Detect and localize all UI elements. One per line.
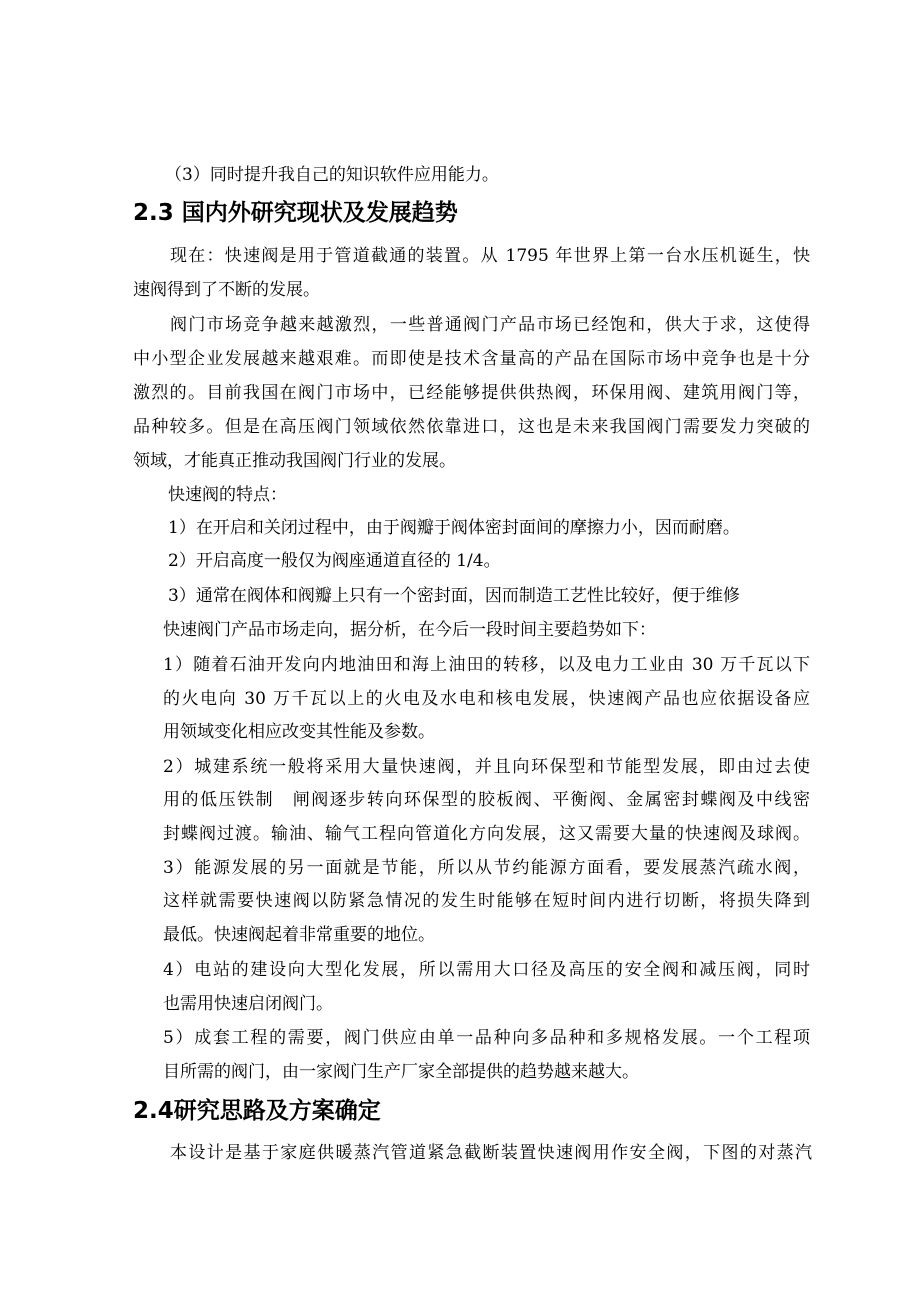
paragraph-line: 速阀得到了不断的发展。 xyxy=(133,280,320,300)
feature-item: 3）通常在阀体和阀瓣上只有一个密封面，因而制造工艺性比较好，便于维修 xyxy=(168,586,740,606)
paragraph-line: 本设计是基于家庭供暖蒸汽管道紧急截断装置快速阀用作安全阀，下图的对蒸汽 xyxy=(170,1143,812,1163)
trend-item-line: 3）能源发展的另一面就是节能，所以从节约能源方面看，要发展蒸汽疏水阀， xyxy=(163,858,810,878)
features-title: 快速阀的特点： xyxy=(168,485,287,505)
list-item-3: （3）同时提升我自己的知识软件应用能力。 xyxy=(165,165,499,185)
paragraph-line: 现在：快速阀是用于管道截通的装置。从 1795 年世界上第一台水压机诞生，快 xyxy=(170,246,810,266)
trend-item-line: 1）随着石油开发向内地油田和海上油田的转移，以及电力工业由 30 万千瓦以下 xyxy=(163,655,810,675)
paragraph-line: 激烈的。目前我国在阀门市场中，已经能够提供供热阀，环保用阀、建筑用阀门等， xyxy=(133,383,810,403)
paragraph-line: 中小型企业发展越来越艰难。而即使是技术含量高的产品在国际市场中竞争也是十分 xyxy=(133,349,810,369)
trend-item-line: 4）电站的建设向大型化发展，所以需用大口径及高压的安全阀和减压阀，同时 xyxy=(163,960,810,980)
paragraph-line: 阀门市场竞争越来越激烈，一些普通阀门产品市场已经饱和，供大于求，这使得 xyxy=(170,315,810,335)
trend-item-line: 这样就需要快速阀以防紧急情况的发生时能够在短时间内进行切断，将损失降到 xyxy=(163,891,810,911)
trend-item-line: 封蝶阀过渡。输油、输气工程向管道化方向发展，这又需要大量的快速阀及球阀。 xyxy=(163,824,810,844)
trend-item-line: 2）城建系统一般将采用大量快速阀，并且向环保型和节能型发展，即由过去使 xyxy=(163,757,810,777)
trend-item-line: 用领域变化相应改变其性能及参数。 xyxy=(163,722,435,742)
trend-item-line: 也需用快速启闭阀门。 xyxy=(163,994,333,1014)
section-heading-2-4: 2.4研究思路及方案确定 xyxy=(133,1098,381,1124)
trend-item-line: 用的低压铁制 闸阀逐步转向环保型的胶板阀、平衡阀、金属密封蝶阀及中线密 xyxy=(163,790,810,810)
trend-item-line: 目所需的阀门，由一家阀门生产厂家全部提供的趋势越来越大。 xyxy=(163,1062,639,1082)
paragraph-line: 品种较多。但是在高压阀门领域依然依靠进口，这也是未来我国阀门需要发力突破的 xyxy=(133,417,810,437)
trends-intro: 快速阀门产品市场走向，据分析，在今后一段时间主要趋势如下： xyxy=(163,620,656,640)
feature-item: 2）开启高度一般仅为阀座通道直径的 1/4。 xyxy=(168,551,501,571)
section-heading-2-3: 2.3 国内外研究现状及发展趋势 xyxy=(133,200,458,226)
feature-item: 1）在开启和关闭过程中，由于阀瓣于阀体密封面间的摩擦力小，因而耐磨。 xyxy=(168,518,740,538)
trend-item-line: 的火电向 30 万千瓦以上的火电及水电和核电发展，快速阀产品也应依据设备应 xyxy=(163,689,810,709)
trend-item-line: 5）成套工程的需要，阀门供应由单一品种向多品种和多规格发展。一个工程项 xyxy=(163,1028,810,1048)
trend-item-line: 最低。快速阀起着非常重要的地位。 xyxy=(163,925,435,945)
paragraph-line: 领域，才能真正推动我国阀门行业的发展。 xyxy=(133,451,456,471)
